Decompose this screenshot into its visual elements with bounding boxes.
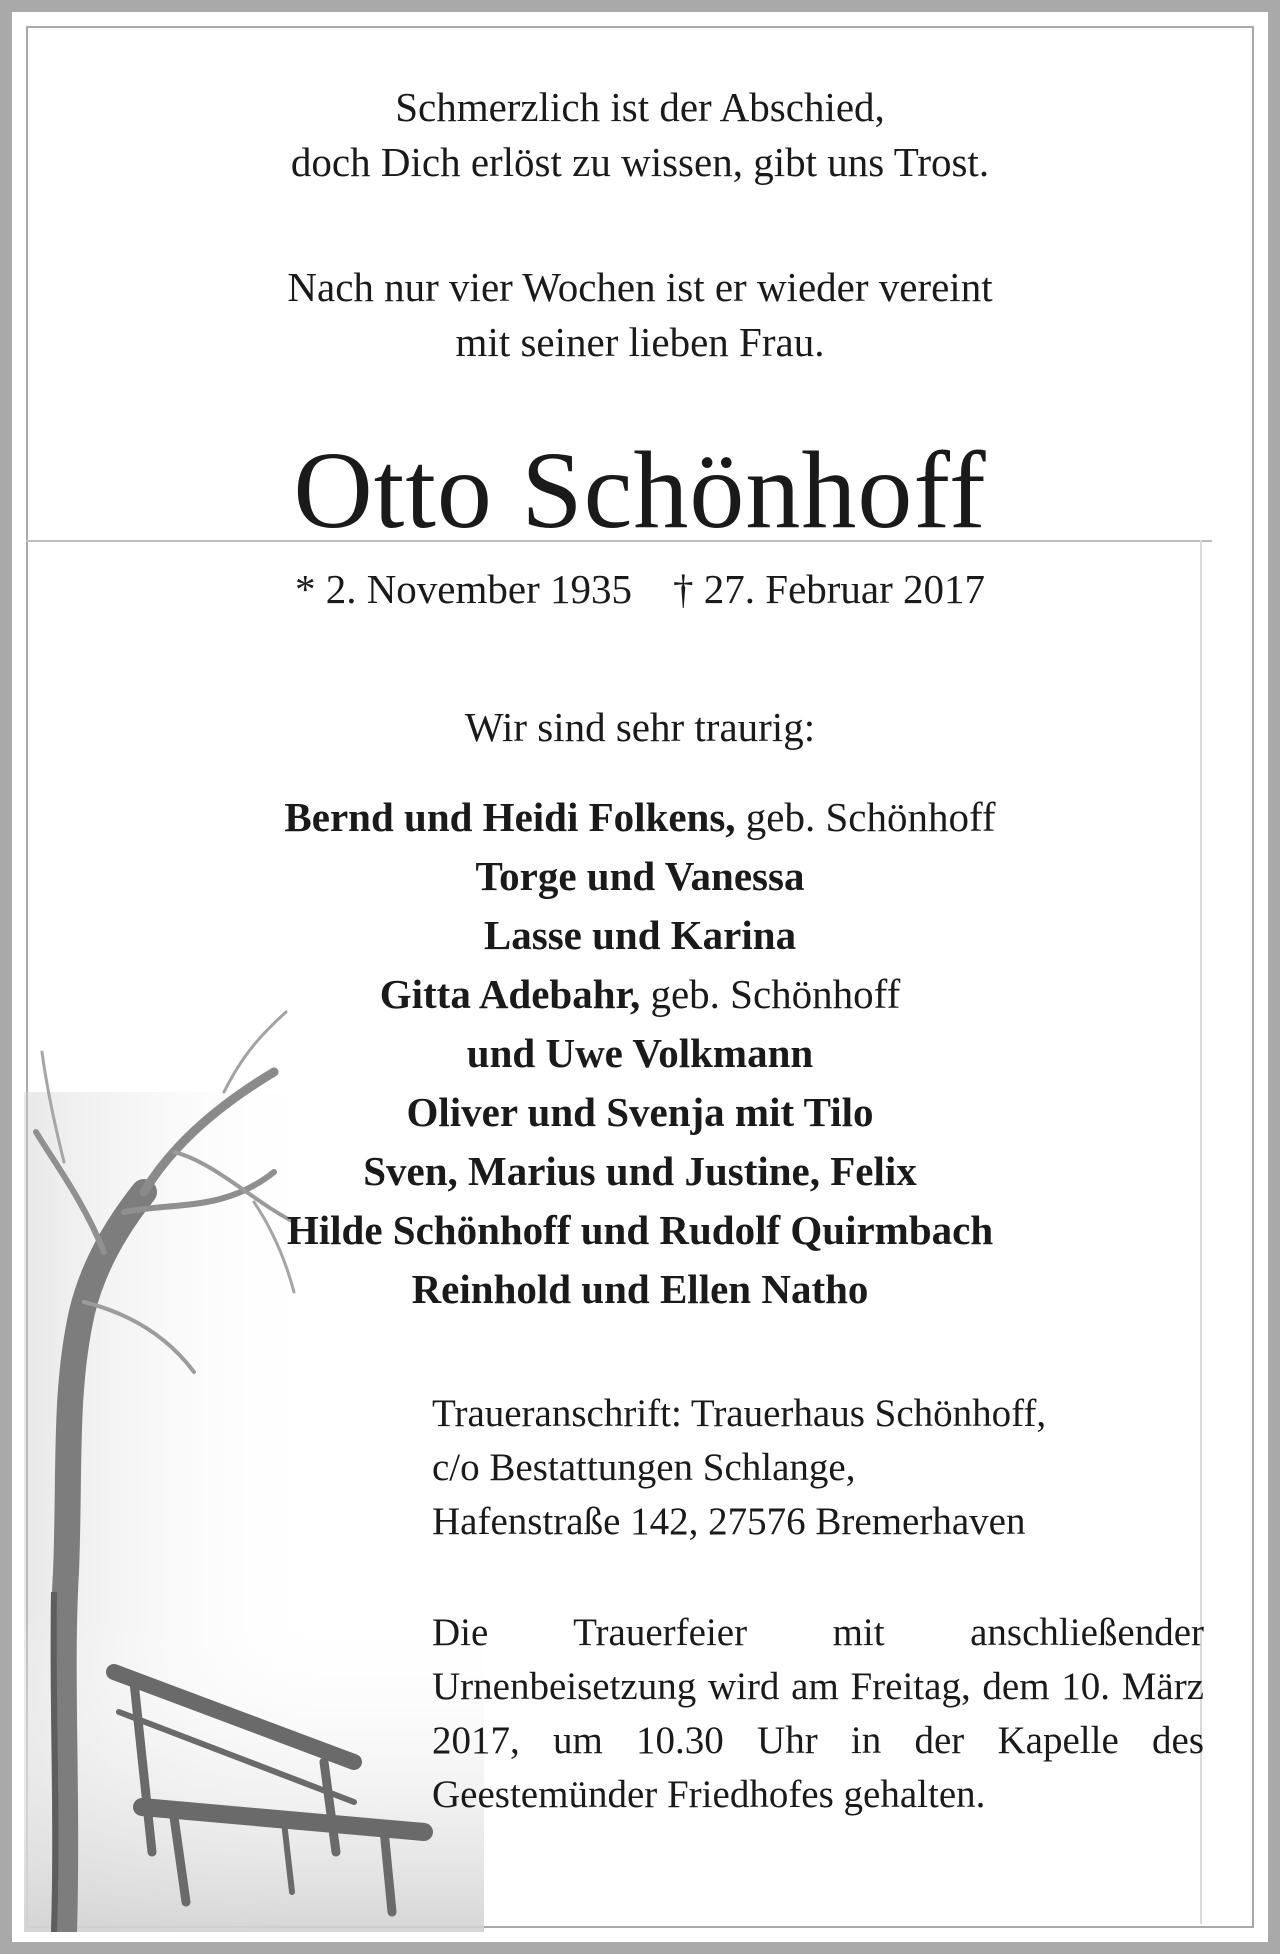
intro-text: Wir sind sehr traurig: xyxy=(464,704,816,750)
reunion-line: mit seiner lieben Frau. xyxy=(455,319,825,365)
mourner-name: Oliver und Svenja mit Tilo xyxy=(406,1089,874,1135)
deceased-name: Otto Schönhoff xyxy=(293,429,987,551)
mourner-name: Lasse und Karina xyxy=(483,912,797,958)
mourner-line xyxy=(12,847,1268,906)
mourner-line xyxy=(12,1142,1268,1201)
mourners-list xyxy=(12,788,1268,1319)
reunion-line: Nach nur vier Wochen ist er wieder vereint xyxy=(287,264,993,310)
mourner-name: Bernd und Heidi Folkens, xyxy=(284,794,736,840)
mourner-line xyxy=(12,1024,1268,1083)
birth-date: * 2. November 1935 xyxy=(294,566,633,612)
quote-line: Schmerzlich ist der Abschied, xyxy=(395,84,885,130)
mourner-line xyxy=(12,1260,1268,1319)
address-line: c/o Bestattungen Schlange, xyxy=(432,1446,856,1489)
mourner-name: Torge und Vanessa xyxy=(475,853,805,899)
ceremony-text: Die Trauerfeier mit anschließender Urnenbeisetzung wird am Freitag, dem 10. März 2017, um 10.30 Uhr in der Kapelle des Geestemünder Friedhofes gehalten. xyxy=(432,1611,1204,1816)
reunion-verse xyxy=(12,260,1268,370)
mourner-name: Reinhold und Ellen Natho xyxy=(411,1266,869,1312)
mourner-line xyxy=(12,906,1268,965)
mourner-name: und Uwe Volkmann xyxy=(466,1030,814,1076)
mourner-line xyxy=(12,965,1268,1024)
mourner-line xyxy=(12,1083,1268,1142)
mourner-suffix: geb. Schönhoff xyxy=(735,794,996,840)
quote-line: doch Dich erlöst zu wissen, gibt uns Trost. xyxy=(290,139,990,185)
mourner-line xyxy=(12,1201,1268,1260)
mourner-name: Sven, Marius und Justine, Felix xyxy=(363,1148,917,1194)
obituary-card xyxy=(12,12,1268,1942)
address-line: Traueranschrift: Trauerhaus Schönhoff, xyxy=(432,1392,1047,1435)
mourner-name: Hilde Schönhoff und Rudolf Quirmbach xyxy=(286,1207,994,1253)
quote-verse xyxy=(12,80,1268,190)
address-line: Hafenstraße 142, 27576 Bremerhaven xyxy=(432,1500,1026,1543)
life-dates xyxy=(12,562,1268,617)
mourner-name: Gitta Adebahr, xyxy=(379,971,641,1017)
mourner-line xyxy=(12,788,1268,847)
death-date: † 27. Februar 2017 xyxy=(673,566,986,612)
mourner-suffix: geb. Schönhoff xyxy=(640,971,901,1017)
mourning-address xyxy=(432,1387,1204,1549)
